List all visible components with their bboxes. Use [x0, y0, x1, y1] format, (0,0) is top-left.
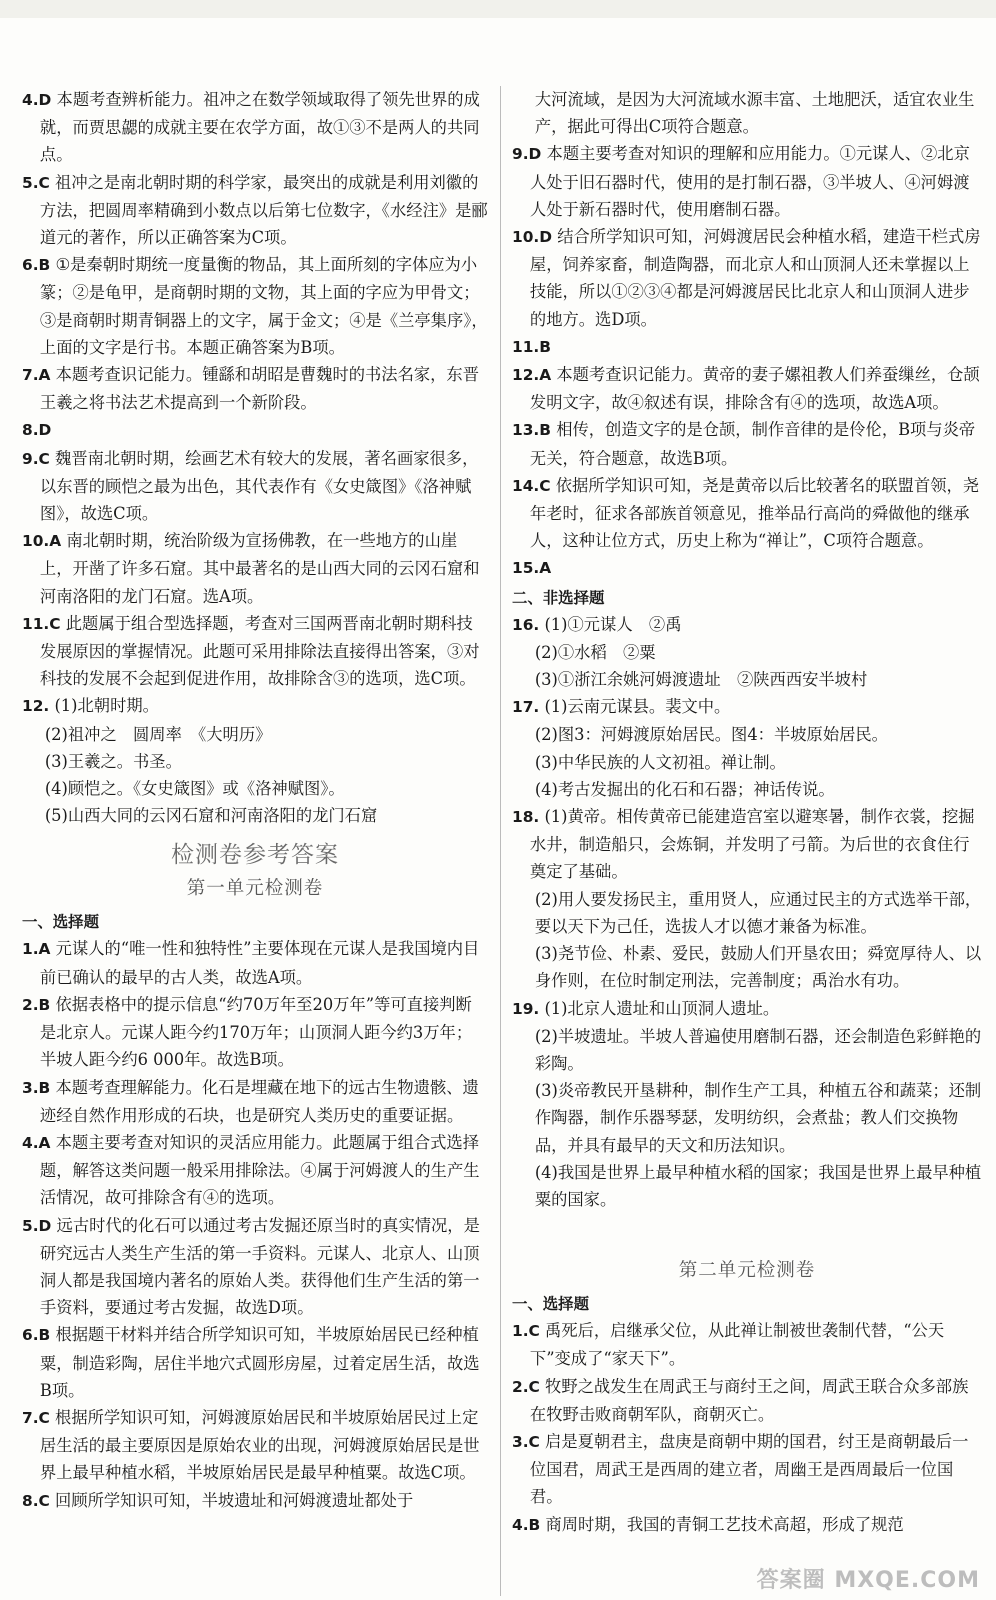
answer-number: 3.C	[512, 1432, 540, 1451]
answer-entry	[512, 693, 982, 721]
answer-number: 2.C	[512, 1377, 540, 1396]
answer-text: 本题主要考查对知识的灵活应用能力。此题属于组合式选择题，解答这类问题一般采用排除法。④属于河姆渡人的生产生活情况，故可排除含有④的选项。	[39, 1132, 480, 1208]
answer-text: 商周时期，我国的青铜工艺技术高超，形成了规范	[545, 1514, 904, 1534]
answer-entry	[22, 1129, 488, 1212]
answer-text: (1)黄帝。相传黄帝已能建造宫室以避寒暑，制作衣裳，挖掘水井，制造船只，会炼铜，并发明了弓箭。为后世的衣食住行奠定了基础。	[529, 807, 975, 882]
answer-entry	[512, 1373, 982, 1428]
answer-text: 相传，创造文字的是仓颉，制作音律的是伶伦，B项与炎帝无关，符合题意，故选B项。	[529, 420, 976, 468]
answer-number: 8.C	[22, 1491, 50, 1510]
answer-number: 6.B	[22, 256, 51, 275]
answer-number: 4.D	[22, 91, 52, 109]
answer-number: 14.C	[512, 476, 551, 495]
answer-number: 11.B	[512, 337, 551, 356]
answer-number: 17.	[512, 698, 540, 717]
unit-heading: 第二单元检测卷	[678, 1260, 816, 1282]
answer-entry	[512, 140, 982, 223]
answer-text: 结合所学知识可知，河姆渡居民会种植水稻，建造干栏式房屋，饲养家畜，制造陶器，而北京人和山顶洞人还未掌握以上技能，所以①②③④都是河姆渡居民比北京人和山顶洞人进步的地方。选D项。	[529, 227, 981, 329]
answer-entry	[512, 1317, 982, 1372]
answer-subline: (3)中华民族的人文初祖。禅让制。	[534, 752, 786, 772]
answer-entry	[512, 803, 982, 886]
answer-entry	[512, 361, 982, 416]
unit-heading: 第一单元检测卷	[186, 878, 324, 900]
answer-entry	[22, 361, 488, 416]
answer-text: 根据所学知识可知，河姆渡原始居民和半坡原始居民过上定居生活的最主要原因是原始农业的出现，河姆渡原始居民是世界上最早种植水稻，半坡原始居民是最早种植粟。故选C项。	[39, 1407, 480, 1483]
answer-text: 南北朝时期，统治阶级为宣扬佛教，在一些地方的山崖上，开凿了许多石窟。其中最著名的是山西大同的云冈石窟和河南洛阳的龙门石窟。选A项。	[39, 531, 480, 606]
answer-number: 4.B	[512, 1515, 541, 1534]
answer-subline: (2)①水稻 ②粟	[534, 642, 656, 662]
answer-entry	[22, 610, 488, 693]
answer-number: 5.D	[22, 1216, 52, 1235]
answer-text: 启是夏朝君主，盘庚是商朝中期的国君，纣王是商朝最后一位国君，周武王是西周的建立者，周幽王是西周最后一位国君。	[529, 1431, 969, 1507]
answer-number: 12.A	[512, 366, 552, 385]
answer-subline: (4)顾恺之。《女史箴图》或《洛神赋图》。	[44, 779, 345, 799]
column-divider	[500, 86, 501, 1596]
answer-text: 本题考查识记能力。锺繇和胡昭是曹魏时的书法名家，东晋王羲之将书法艺术提高到一个新阶段。	[39, 365, 479, 413]
section-heading: 二、非选择题	[512, 588, 605, 607]
answer-text: ①是秦朝时期统一度量衡的物品，其上面所刻的字体应为小篆；②是龟甲，是商朝时期的文物，其上面的字应为甲骨文；③是商朝时期青铜器上的文字，属于金文；④是《兰亭集序》，上面的文字是行书。本题正确答案为B项。	[39, 255, 488, 357]
answer-entry	[22, 445, 488, 528]
answer-text: (1)北京人遗址和山顶洞人遗址。	[544, 998, 780, 1018]
answers-title: 检测卷参考答案	[171, 842, 339, 869]
answer-number: 7.C	[22, 1408, 50, 1427]
answer-subline: (2)祖冲之 圆周率 《大明历》	[44, 724, 272, 744]
answer-number: 10.A	[22, 532, 62, 551]
answer-subline: (4)考古发掘出的化石和石器；神话传说。	[534, 779, 835, 799]
answer-entry	[22, 991, 488, 1074]
answer-text: 元谋人的“唯一性和独特性”主要体现在元谋人是我国境内目前已确认的最早的古人类，故选A项。	[39, 939, 480, 987]
answer-text: 本题考查理解能力。化石是埋藏在地下的远古生物遗骸、遗迹经自然作用形成的石块，也是研究人类历史的重要证据。	[39, 1077, 479, 1125]
answer-number: 13.B	[512, 421, 551, 440]
answer-entry	[512, 416, 982, 471]
answer-entry	[512, 1428, 982, 1511]
answer-text: (1)①元谋人 ②禹	[544, 614, 682, 634]
answer-text: 本题主要考查对知识的理解和应用能力。①元谋人、②北京人处于旧石器时代，使用的是打制石器，③半坡人、④河姆渡人处于新石器时代，使用磨制石器。	[529, 144, 970, 219]
answer-text: 远古时代的化石可以通过考古发掘还原当时的真实情况，是研究远古人类生产生活的第一手资料。元谋人、北京人、山顶洞人都是我国境内著名的原始人类。获得他们生产生活的第一手资料，要通过考古发掘，故选D项。	[39, 1215, 480, 1318]
answer-number: 11.C	[22, 614, 61, 633]
answer-entry	[512, 472, 982, 555]
answer-text: 牧野之战发生在周武王与商纣王之间，周武王联合众多部族在牧野击败商朝军队，商朝灭亡。	[529, 1376, 969, 1424]
answer-text: 本题考查辨析能力。祖冲之在数学领域取得了领先世界的成就，而贾思勰的成就主要在农学方面，故①③不是两人的共同点。	[39, 90, 480, 165]
right-column	[512, 86, 982, 1539]
answer-entry	[512, 223, 982, 333]
answer-number: 7.A	[22, 366, 51, 385]
answer-entry	[512, 333, 982, 361]
answer-number: 3.B	[22, 1078, 51, 1097]
answer-number: 1.C	[512, 1322, 540, 1341]
answer-text: (1)云南元谋县。裴文中。	[544, 697, 731, 717]
answer-number: 8.D	[22, 421, 52, 440]
answer-subline: (2)图3：河姆渡原始居民。图4：半坡原始居民。	[534, 725, 888, 745]
answer-text: (1)北朝时期。	[54, 696, 159, 716]
answer-text: 此题属于组合型选择题，考查对三国两晋南北朝时期科技发展原因的掌握情况。此题可采用排除法直接得出答案，③对科技的发展不会起到促进作用，故排除含③的选项，选C项。	[39, 613, 480, 689]
answer-number: 16.	[512, 615, 540, 634]
answer-entry	[512, 1511, 982, 1539]
answer-subline: (3)尧节俭、朴素、爱民，鼓励人们开垦农田；舜宽厚待人、以身作则，在位时制定刑法，完善制度；禹治水有功。	[534, 944, 982, 991]
answer-entry	[22, 169, 488, 252]
watermark-logo: 答案圈 MXQE.COM	[756, 1568, 980, 1593]
answer-entry	[22, 1404, 488, 1487]
answer-subline: (3)王羲之。书圣。	[44, 751, 182, 771]
answer-entry	[22, 251, 488, 361]
answer-number: 18.	[512, 808, 540, 827]
answer-number: 9.C	[22, 449, 50, 468]
answer-text: 依据所学知识可知，尧是黄帝以后比较著名的联盟首领，尧年老时，征求各部族首领意见，推举品行高尚的舜做他的继承人，这种让位方式，历史上称为“禅让”，C项符合题意。	[529, 475, 980, 551]
answer-entry	[22, 1321, 488, 1404]
answer-subline: (3)①浙江余姚河姆渡遗址 ②陕西西安半坡村	[534, 670, 868, 690]
answer-number: 19.	[512, 999, 540, 1018]
answer-entry	[22, 1487, 488, 1515]
left-column	[22, 86, 488, 1515]
answer-text: 根据题干材料并结合所学知识可知，半坡原始居民已经种植粟，制造彩陶，居住半地穴式圆形房屋，过着定居生活，故选B项。	[39, 1325, 480, 1400]
answer-number: 6.B	[22, 1326, 51, 1345]
answer-entry	[22, 692, 488, 720]
answer-number: 12.	[22, 697, 50, 716]
answer-number: 5.C	[22, 173, 50, 192]
answer-entry	[22, 935, 488, 990]
answer-subline: (3)炎帝教民开垦耕种，制作生产工具，种植五谷和蔬菜；还制作陶器，制作乐器琴瑟，发明纺织，会煮盐；教人们交换物品，并具有最早的天文和历法知识。	[534, 1081, 982, 1155]
answer-text: 禹死后，启继承父位，从此禅让制被世袭制代替，“公天下”变成了“家天下”。	[529, 1321, 945, 1369]
answer-number: 1.A	[22, 940, 51, 959]
answer-entry	[512, 554, 982, 582]
answer-subline: (4)我国是世界上最早种植水稻的国家；我国是世界上最早种植粟的国家。	[534, 1162, 982, 1209]
answer-number: 10.D	[512, 228, 553, 247]
answer-number: 15.A	[512, 559, 552, 578]
answer-number: 4.A	[22, 1133, 51, 1152]
answer-subline: (2)用人要发扬民主，重用贤人，应通过民主的方式选举干部，要以天下为己任，选拔人才以德才兼备为标准。	[534, 889, 982, 936]
answer-text: 依据表格中的提示信息“约70万年至20万年”等可直接判断是北京人。元谋人距今约170万年；山顶洞人距今约3万年；半坡人距今约6 000年。故选B项。	[39, 994, 473, 1070]
answer-number: 9.D	[512, 145, 542, 164]
answer-subline: (5)山西大同的云冈石窟和河南洛阳的龙门石窟	[44, 806, 378, 826]
answer-entry	[22, 527, 488, 610]
section-heading: 一、选择题	[512, 1295, 589, 1314]
answer-entry	[22, 86, 488, 169]
top-edge	[0, 0, 996, 18]
answer-text: 魏晋南北朝时期，绘画艺术有较大的发展，著名画家很多，以东晋的顾恺之最为出色，其代表作有《女史箴图》《洛神赋图》，故选C项。	[39, 448, 479, 524]
answer-text: 回顾所学知识可知，半坡遗址和河姆渡遗址都处于	[55, 1490, 414, 1510]
answer-text: 本题考查识记能力。黄帝的妻子嫘祖教人们养蚕缫丝，仓颉发明文字，故④叙述有误，排除含有④的选项，故选A项。	[529, 365, 980, 413]
answer-text: 祖冲之是南北朝时期的科学家，最突出的成就是利用刘徽的方法，把圆周率精确到小数点以后第七位数字，《水经注》是郦道元的著作，所以正确答案为C项。	[39, 172, 488, 248]
answer-entry	[512, 995, 982, 1023]
answer-subline: 大河流域，是因为大河流域水源丰富、土地肥沃，适宜农业生产，据此可得出C项符合题意。	[534, 90, 975, 137]
answer-entry	[22, 1212, 488, 1322]
section-heading: 一、选择题	[22, 913, 99, 932]
answer-number: 2.B	[22, 995, 51, 1014]
answer-entry	[22, 1074, 488, 1129]
answer-subline: (2)半坡遗址。半坡人普遍使用磨制石器，还会制造色彩鲜艳的彩陶。	[534, 1026, 982, 1073]
answer-entry	[512, 611, 982, 639]
answer-entry	[22, 416, 488, 444]
